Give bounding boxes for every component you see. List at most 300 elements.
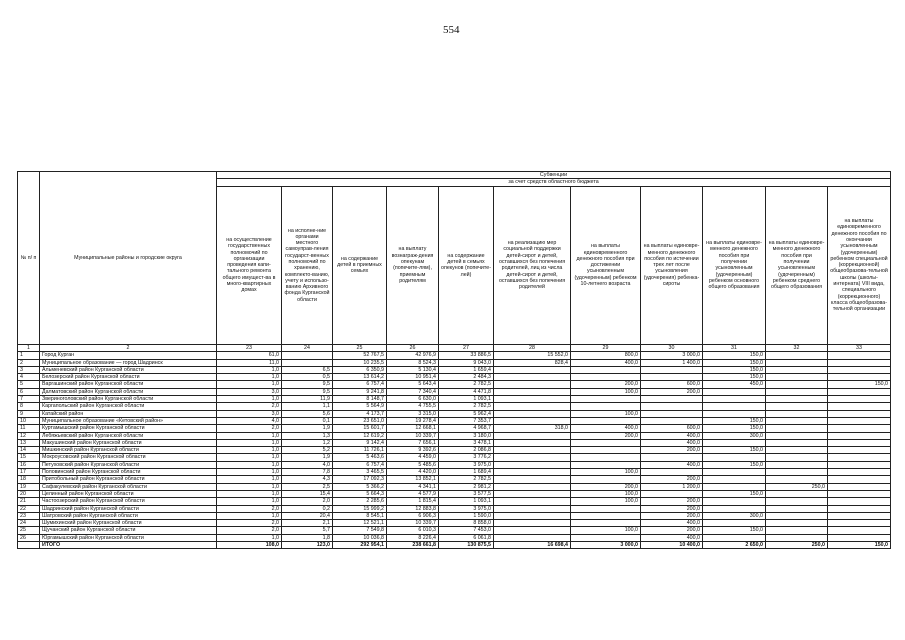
cell-col-27: 9 043,0 <box>439 359 494 366</box>
cell-col-24: 5,2 <box>282 447 333 454</box>
row-number: 25 <box>18 527 40 534</box>
table-row <box>18 403 891 410</box>
cell-col-33 <box>828 388 891 395</box>
column-number: 31 <box>703 345 766 352</box>
cell-col-28 <box>494 432 571 439</box>
page-number: 554 <box>443 24 460 36</box>
row-municipality-name: Целинный район Курганской области <box>40 490 217 497</box>
row-municipality-name: Лебяжьевский район Курганской области <box>40 432 217 439</box>
table-row <box>18 505 891 512</box>
cell-col-33 <box>828 432 891 439</box>
cell-col-26: 10 339,7 <box>387 520 439 527</box>
cell-col-26: 42 976,9 <box>387 352 439 359</box>
cell-col-29 <box>571 461 641 468</box>
cell-col-26: 13 852,1 <box>387 476 439 483</box>
row-municipality-name: Куртамышский район Курганской области <box>40 425 217 432</box>
cell-col-23: 1,0 <box>217 476 282 483</box>
cell-col-30: 200,0 <box>641 527 703 534</box>
cell-col-29 <box>571 447 641 454</box>
cell-col-31 <box>703 534 766 541</box>
column-number: 30 <box>641 345 703 352</box>
cell-col-33 <box>828 447 891 454</box>
column-number: 1 <box>18 345 40 352</box>
cell-col-23: 2,0 <box>217 520 282 527</box>
cell-col-24: 1,9 <box>282 425 333 432</box>
cell-col-28: 828,4 <box>494 359 571 366</box>
cell-col-24: 5,6 <box>282 410 333 417</box>
cell-col-33 <box>828 454 891 461</box>
budget-table <box>17 171 891 549</box>
column-header-32: на выплаты единовре-менного денежного пособия при получении усыновленным (удочеренным) ребенком среднего общего образования <box>766 186 828 344</box>
table-row <box>18 476 891 483</box>
cell-col-24: 1,1 <box>282 403 333 410</box>
cell-col-32 <box>766 352 828 359</box>
row-municipality-name: Муниципальное образование — город Шадринск <box>40 359 217 366</box>
table-row <box>18 396 891 403</box>
cell-col-33 <box>828 461 891 468</box>
cell-col-25: 9 241,8 <box>333 388 387 395</box>
cell-col-30: 400,0 <box>641 461 703 468</box>
cell-col-27: 4 471,8 <box>439 388 494 395</box>
cell-col-29 <box>571 520 641 527</box>
cell-col-25: 9 142,4 <box>333 439 387 446</box>
cell-col-32 <box>766 374 828 381</box>
cell-col-24: 0,5 <box>282 374 333 381</box>
column-header-25: на содержание детей в приемных семьях <box>333 186 387 344</box>
cell-col-33 <box>828 366 891 373</box>
row-number: 5 <box>18 381 40 388</box>
cell-col-33 <box>828 410 891 417</box>
cell-col-31 <box>703 498 766 505</box>
column-number: 25 <box>333 345 387 352</box>
cell-col-23: 108,0 <box>217 542 282 549</box>
cell-col-31: 150,0 <box>703 352 766 359</box>
cell-col-25: 15 999,2 <box>333 505 387 512</box>
cell-col-28 <box>494 534 571 541</box>
cell-col-25: 6 757,4 <box>333 381 387 388</box>
cell-col-25: 10 235,5 <box>333 359 387 366</box>
row-number: 22 <box>18 505 40 512</box>
cell-col-32 <box>766 520 828 527</box>
cell-col-32 <box>766 534 828 541</box>
cell-col-30: 400,0 <box>641 534 703 541</box>
cell-col-33 <box>828 476 891 483</box>
cell-col-26: 8 524,3 <box>387 359 439 366</box>
cell-col-30 <box>641 469 703 476</box>
row-municipality-name: Белозерский район Курганской области <box>40 374 217 381</box>
cell-col-27: 3 577,5 <box>439 490 494 497</box>
cell-col-24: 1,9 <box>282 454 333 461</box>
cell-col-29 <box>571 454 641 461</box>
row-municipality-name: Шумихинский район Курганской области <box>40 520 217 527</box>
cell-col-30: 400,0 <box>641 439 703 446</box>
cell-col-27: 1 590,0 <box>439 512 494 519</box>
cell-col-28 <box>494 476 571 483</box>
cell-col-28 <box>494 381 571 388</box>
row-municipality-name: Притобольный район Курганской области <box>40 476 217 483</box>
cell-col-25: 7 549,8 <box>333 527 387 534</box>
cell-col-26: 8 226,4 <box>387 534 439 541</box>
cell-col-31: 150,0 <box>703 447 766 454</box>
cell-col-29: 200,0 <box>571 483 641 490</box>
cell-col-30: 200,0 <box>641 512 703 519</box>
table-row <box>18 534 891 541</box>
header-subsidies: Субвенции <box>217 172 891 179</box>
cell-col-33 <box>828 483 891 490</box>
cell-col-33 <box>828 534 891 541</box>
cell-col-27: 2 086,8 <box>439 447 494 454</box>
cell-col-28: 15 552,0 <box>494 352 571 359</box>
cell-col-31 <box>703 403 766 410</box>
cell-col-28 <box>494 374 571 381</box>
cell-col-28: 318,0 <box>494 425 571 432</box>
cell-col-24: 0,1 <box>282 417 333 424</box>
cell-col-32 <box>766 388 828 395</box>
table-row <box>18 469 891 476</box>
column-header-26: на выплату вознаграж-дения опекунам (попечите-лям), приемным родителям <box>387 186 439 344</box>
column-header-24: на исполне-ние органами местного самоуправ-ления государст-венных полномочий по хранению, комплекто-ванию, учету и использо-ванию Архивного фонда Курганской области <box>282 186 333 344</box>
row-number: 14 <box>18 447 40 454</box>
table-row <box>18 388 891 395</box>
table-row <box>18 454 891 461</box>
cell-col-30 <box>641 454 703 461</box>
cell-col-29: 100,0 <box>571 410 641 417</box>
cell-col-33 <box>828 374 891 381</box>
cell-col-28 <box>494 403 571 410</box>
row-municipality-name: Альменевский район Курганской области <box>40 366 217 373</box>
cell-col-25: 5 463,6 <box>333 454 387 461</box>
cell-col-25: 13 614,2 <box>333 374 387 381</box>
cell-col-28 <box>494 410 571 417</box>
cell-col-29 <box>571 417 641 424</box>
cell-col-24: 6,5 <box>282 366 333 373</box>
cell-col-32 <box>766 359 828 366</box>
cell-col-24: 11,9 <box>282 396 333 403</box>
cell-col-28 <box>494 520 571 527</box>
cell-col-29 <box>571 439 641 446</box>
cell-col-23: 1,0 <box>217 469 282 476</box>
cell-col-25: 5 664,3 <box>333 490 387 497</box>
cell-col-25: 3 465,5 <box>333 469 387 476</box>
cell-col-30 <box>641 410 703 417</box>
table-row <box>18 425 891 432</box>
cell-col-28 <box>494 498 571 505</box>
cell-col-30: 600,0 <box>641 381 703 388</box>
cell-col-26: 238 661,8 <box>387 542 439 549</box>
row-number: 19 <box>18 483 40 490</box>
cell-col-28 <box>494 527 571 534</box>
cell-col-23: 1,0 <box>217 447 282 454</box>
cell-col-23: 2,0 <box>217 505 282 512</box>
row-municipality-name: Щучанский район Курганской области <box>40 527 217 534</box>
cell-col-31: 150,0 <box>703 417 766 424</box>
cell-col-33 <box>828 490 891 497</box>
cell-col-24 <box>282 359 333 366</box>
table-row <box>18 490 891 497</box>
cell-col-25: 23 651,0 <box>333 417 387 424</box>
column-number: 33 <box>828 345 891 352</box>
cell-col-29: 800,0 <box>571 352 641 359</box>
cell-col-31: 150,0 <box>703 366 766 373</box>
cell-col-28 <box>494 366 571 373</box>
table-row <box>18 498 891 505</box>
cell-col-28 <box>494 505 571 512</box>
cell-col-23: 1,0 <box>217 490 282 497</box>
cell-col-25: 6 757,4 <box>333 461 387 468</box>
cell-col-30: 1 200,0 <box>641 483 703 490</box>
table-row <box>18 520 891 527</box>
cell-col-32 <box>766 454 828 461</box>
row-number: 18 <box>18 476 40 483</box>
cell-col-33 <box>828 527 891 534</box>
row-number: 3 <box>18 366 40 373</box>
cell-col-27: 33 886,5 <box>439 352 494 359</box>
column-number: 23 <box>217 345 282 352</box>
column-header-23: на осуществление государственных полномочий по организации проведения капи-тального ремонта общего имущест-ва в много-квартирных домах <box>217 186 282 344</box>
column-header-27: на содержание детей в семьях опекунов (попечите-лей) <box>439 186 494 344</box>
cell-col-33 <box>828 498 891 505</box>
row-municipality-name: Юргамышский район Курганской области <box>40 534 217 541</box>
cell-col-24: 2,5 <box>282 483 333 490</box>
cell-col-30 <box>641 366 703 373</box>
cell-col-29 <box>571 476 641 483</box>
cell-col-32: 250,0 <box>766 483 828 490</box>
row-number: 7 <box>18 396 40 403</box>
cell-col-30: 10 400,0 <box>641 542 703 549</box>
table-row <box>18 527 891 534</box>
table-row <box>18 432 891 439</box>
cell-col-31: 300,0 <box>703 432 766 439</box>
cell-col-29: 100,0 <box>571 498 641 505</box>
cell-col-23: 11,0 <box>217 359 282 366</box>
cell-col-31 <box>703 483 766 490</box>
row-municipality-name: Муниципальное образование «Кетовский район» <box>40 417 217 424</box>
cell-col-32 <box>766 476 828 483</box>
cell-col-29: 100,0 <box>571 490 641 497</box>
row-municipality-name: Город Курган <box>40 352 217 359</box>
cell-col-27: 2 981,2 <box>439 483 494 490</box>
column-number: 29 <box>571 345 641 352</box>
cell-col-24: 9,5 <box>282 388 333 395</box>
cell-col-27: 2 782,5 <box>439 476 494 483</box>
table-row <box>18 439 891 446</box>
cell-col-32 <box>766 469 828 476</box>
cell-col-24: 7,8 <box>282 469 333 476</box>
cell-col-30: 600,0 <box>641 425 703 432</box>
row-municipality-name: Варгашинский район Курганской области <box>40 381 217 388</box>
row-municipality-name: Шатровский район Курганской области <box>40 512 217 519</box>
column-header-33: на выплаты единовременного денежного пособия по окончании усыновленным (удочеренным) ребенком специальной (коррекционной) общеобразова-тельной школы (школы-интерната) VIII вида, специального (коррекционного) класса общеобразова-тельной организации <box>828 186 891 344</box>
cell-col-27: 1 093,1 <box>439 396 494 403</box>
cell-col-32 <box>766 461 828 468</box>
cell-col-26: 6 906,3 <box>387 512 439 519</box>
cell-col-25: 8 148,7 <box>333 396 387 403</box>
cell-col-32 <box>766 512 828 519</box>
cell-col-29 <box>571 534 641 541</box>
row-municipality-name: Шадринский район Курганской области <box>40 505 217 512</box>
cell-col-25: 12 619,2 <box>333 432 387 439</box>
cell-col-33 <box>828 403 891 410</box>
cell-col-32 <box>766 425 828 432</box>
cell-col-31 <box>703 454 766 461</box>
cell-col-31: 150,0 <box>703 490 766 497</box>
row-municipality-name: Половинский район Курганской области <box>40 469 217 476</box>
cell-col-26: 12 883,8 <box>387 505 439 512</box>
cell-col-25: 17 092,3 <box>333 476 387 483</box>
cell-col-27: 130 875,5 <box>439 542 494 549</box>
row-municipality-name: Катайский район <box>40 410 217 417</box>
cell-col-26: 1 815,4 <box>387 498 439 505</box>
cell-col-25: 12 521,1 <box>333 520 387 527</box>
row-municipality-name: Сафакулевский район Курганской области <box>40 483 217 490</box>
cell-col-25: 5 366,2 <box>333 483 387 490</box>
cell-col-28 <box>494 454 571 461</box>
cell-col-28 <box>494 512 571 519</box>
cell-col-24: 1,2 <box>282 439 333 446</box>
cell-col-26: 6 630,0 <box>387 396 439 403</box>
cell-col-31: 150,0 <box>703 461 766 468</box>
cell-col-23: 1,0 <box>217 534 282 541</box>
cell-col-26: 9 392,6 <box>387 447 439 454</box>
cell-col-32 <box>766 498 828 505</box>
cell-col-25: 2 285,6 <box>333 498 387 505</box>
column-number: 26 <box>387 345 439 352</box>
cell-col-24: 15,4 <box>282 490 333 497</box>
cell-col-32: 250,0 <box>766 542 828 549</box>
row-municipality-name: ИТОГО <box>40 542 217 549</box>
cell-col-27: 2 484,3 <box>439 374 494 381</box>
row-number: 21 <box>18 498 40 505</box>
cell-col-31: 2 650,0 <box>703 542 766 549</box>
row-municipality-name: Каргапольский район Курганской области <box>40 403 217 410</box>
table-row <box>18 461 891 468</box>
cell-col-30: 200,0 <box>641 388 703 395</box>
row-number: 10 <box>18 417 40 424</box>
cell-col-26: 10 951,4 <box>387 374 439 381</box>
row-number: 24 <box>18 520 40 527</box>
cell-col-31: 300,0 <box>703 512 766 519</box>
table-row <box>18 374 891 381</box>
cell-col-27: 1 689,4 <box>439 469 494 476</box>
cell-col-32 <box>766 410 828 417</box>
cell-col-24: 1,3 <box>282 432 333 439</box>
cell-col-27: 3 180,0 <box>439 432 494 439</box>
column-number: 2 <box>40 345 217 352</box>
cell-col-25: 5 564,9 <box>333 403 387 410</box>
cell-col-26: 6 010,3 <box>387 527 439 534</box>
cell-col-31 <box>703 476 766 483</box>
row-municipality-name: Макушинский район Курганской области <box>40 439 217 446</box>
cell-col-25: 6 350,9 <box>333 366 387 373</box>
row-municipality-name: Петуховский район Курганской области <box>40 461 217 468</box>
cell-col-33 <box>828 352 891 359</box>
cell-col-23: 2,0 <box>217 527 282 534</box>
column-number: 32 <box>766 345 828 352</box>
cell-col-27: 5 962,4 <box>439 410 494 417</box>
cell-col-28: 16 698,4 <box>494 542 571 549</box>
table-row <box>18 359 891 366</box>
cell-col-27: 3 975,0 <box>439 505 494 512</box>
cell-col-26: 7 340,4 <box>387 388 439 395</box>
cell-col-27: 1 659,4 <box>439 366 494 373</box>
row-municipality-name: Звериноголовский район Курганской области <box>40 396 217 403</box>
cell-col-30 <box>641 396 703 403</box>
cell-col-26: 4 577,9 <box>387 490 439 497</box>
column-header-31: на выплаты единовре-менного денежного пособия при получении усыновленным (удочеренным) ребенком основного общего образования <box>703 186 766 344</box>
cell-col-26: 5 643,4 <box>387 381 439 388</box>
table-row <box>18 352 891 359</box>
row-number: 8 <box>18 403 40 410</box>
cell-col-30: 200,0 <box>641 476 703 483</box>
row-number: 6 <box>18 388 40 395</box>
row-municipality-name: Частоозерский район Курганской области <box>40 498 217 505</box>
cell-col-30 <box>641 374 703 381</box>
cell-col-28 <box>494 417 571 424</box>
cell-col-32 <box>766 447 828 454</box>
cell-col-23: 1,0 <box>217 498 282 505</box>
column-header-28: на реализацию мер социальной поддержки детей-сирот и детей, оставшихся без попечения родителей, лиц из числа детей-сирот и детей, оставшихся без попечения родителей <box>494 186 571 344</box>
cell-col-30: 400,0 <box>641 432 703 439</box>
cell-col-30: 200,0 <box>641 447 703 454</box>
cell-col-29 <box>571 366 641 373</box>
cell-col-32 <box>766 366 828 373</box>
cell-col-25: 11 726,1 <box>333 447 387 454</box>
cell-col-32 <box>766 439 828 446</box>
row-number: 1 <box>18 352 40 359</box>
cell-col-25: 8 545,1 <box>333 512 387 519</box>
cell-col-33 <box>828 439 891 446</box>
cell-col-24: 2,1 <box>282 520 333 527</box>
cell-col-32 <box>766 403 828 410</box>
cell-col-23: 3,0 <box>217 388 282 395</box>
column-number: 28 <box>494 345 571 352</box>
cell-col-33 <box>828 520 891 527</box>
cell-col-23: 1,0 <box>217 483 282 490</box>
cell-col-30: 1 400,0 <box>641 359 703 366</box>
cell-col-28 <box>494 388 571 395</box>
cell-col-28 <box>494 483 571 490</box>
cell-col-33 <box>828 469 891 476</box>
cell-col-32 <box>766 432 828 439</box>
cell-col-31 <box>703 410 766 417</box>
column-number: 24 <box>282 345 333 352</box>
cell-col-28 <box>494 396 571 403</box>
table-row <box>18 417 891 424</box>
cell-col-27: 2 782,5 <box>439 403 494 410</box>
cell-col-26: 4 341,1 <box>387 483 439 490</box>
row-number: 4 <box>18 374 40 381</box>
cell-col-31 <box>703 469 766 476</box>
table-row <box>18 483 891 490</box>
cell-col-32 <box>766 381 828 388</box>
cell-col-32 <box>766 396 828 403</box>
cell-col-23: 1,0 <box>217 461 282 468</box>
cell-col-31 <box>703 388 766 395</box>
cell-col-24: 0,2 <box>282 505 333 512</box>
cell-col-26: 4 459,0 <box>387 454 439 461</box>
cell-col-30: 3 000,0 <box>641 352 703 359</box>
column-header-30: на выплаты единовре-менного денежного пособия по истечении трех лет после усыновления (удочерения) ребенка-сироты <box>641 186 703 344</box>
cell-col-27: 3 975,0 <box>439 461 494 468</box>
row-number <box>18 542 40 549</box>
cell-col-23: 61,0 <box>217 352 282 359</box>
row-number: 15 <box>18 454 40 461</box>
cell-col-30 <box>641 403 703 410</box>
cell-col-23: 2,0 <box>217 425 282 432</box>
row-number: 26 <box>18 534 40 541</box>
cell-col-25: 52 767,5 <box>333 352 387 359</box>
cell-col-24: 2,0 <box>282 498 333 505</box>
